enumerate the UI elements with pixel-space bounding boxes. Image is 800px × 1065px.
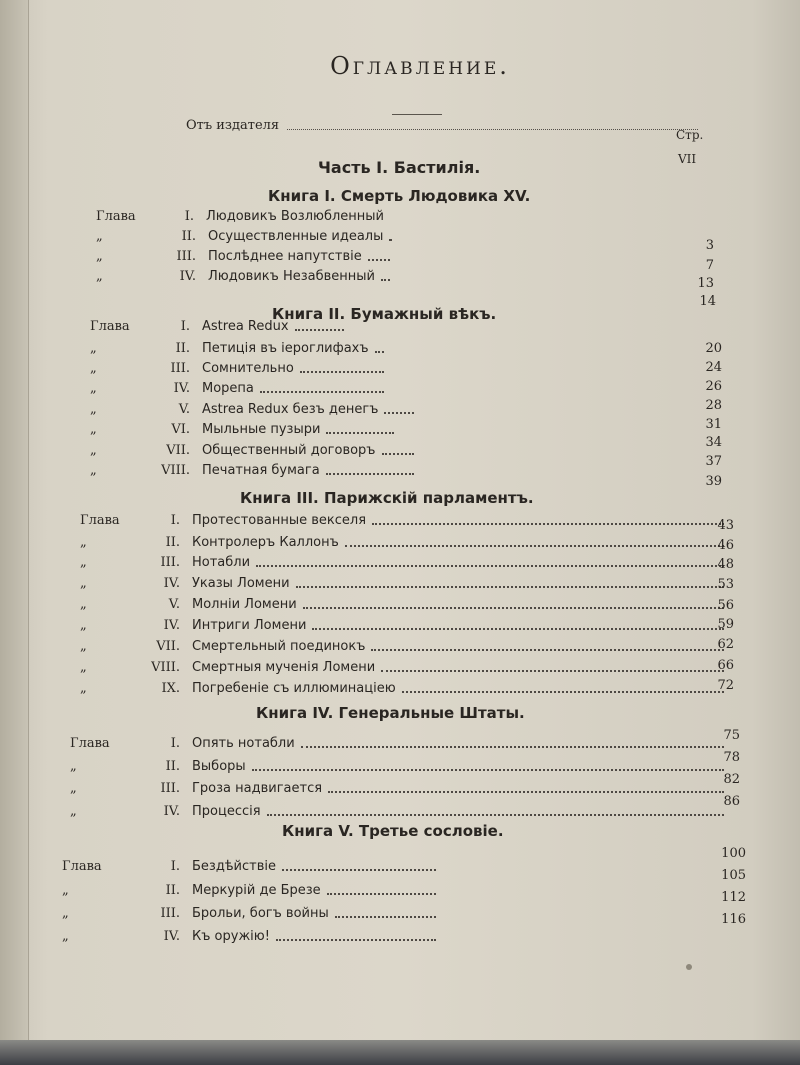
chapter-title: Нотабли bbox=[192, 554, 251, 570]
chapter-number: VII. bbox=[166, 442, 190, 458]
chapter-number: IV. bbox=[173, 380, 190, 396]
leader-dots bbox=[371, 641, 724, 651]
chapter-number: III. bbox=[160, 905, 180, 921]
row-label: „ bbox=[80, 575, 87, 591]
chapter-title: Петиція въ іероглифахъ bbox=[202, 340, 369, 356]
binding-margin bbox=[0, 0, 29, 1045]
chapter-number: IV. bbox=[163, 575, 180, 591]
chapter-title: Брольи, богъ войны bbox=[192, 905, 329, 921]
intro-page-number: VII bbox=[678, 152, 697, 166]
toc-row bbox=[80, 657, 730, 677]
chapter-number: IX. bbox=[161, 680, 180, 696]
toc-row bbox=[90, 440, 420, 460]
leader-dots bbox=[368, 251, 390, 261]
row-label: „ bbox=[70, 780, 77, 796]
chapter-title: Опять нотабли bbox=[192, 735, 295, 751]
page-number: 105 bbox=[721, 868, 746, 883]
chapter-number: II. bbox=[165, 758, 180, 774]
chapter-number: I. bbox=[170, 858, 180, 874]
book-title-2: Книга II. Бумажный вѣкъ. bbox=[272, 305, 497, 323]
toc-row bbox=[80, 552, 730, 572]
page-number: 46 bbox=[717, 538, 734, 553]
toc-row bbox=[90, 316, 350, 336]
chapter-title: Интриги Ломени bbox=[192, 617, 307, 633]
book-title-4: Книга IV. Генеральные Штаты. bbox=[256, 704, 525, 722]
chapter-number: III. bbox=[176, 248, 196, 264]
chapter-title: Къ оружію! bbox=[192, 928, 270, 944]
intro-leader-dots bbox=[287, 121, 698, 130]
chapter-number: I. bbox=[184, 208, 194, 224]
toc-row bbox=[90, 460, 420, 480]
chapter-number: V. bbox=[178, 401, 190, 417]
chapter-title: Осуществленные идеалы bbox=[208, 228, 384, 244]
row-label: „ bbox=[80, 680, 87, 696]
chapter-title: Людовикъ Возлюбленный bbox=[205, 208, 384, 224]
toc-row bbox=[80, 594, 730, 614]
chapter-number: III. bbox=[160, 780, 180, 796]
row-label: „ bbox=[90, 442, 97, 458]
page-number: 100 bbox=[721, 846, 746, 861]
chapter-number: VIII. bbox=[161, 462, 190, 478]
chapter-number: III. bbox=[160, 554, 180, 570]
leader-dots bbox=[335, 908, 436, 918]
chapter-title: Морепа bbox=[202, 380, 254, 396]
chapter-title: Смертныя мученія Ломени bbox=[192, 659, 376, 675]
chapter-title: Людовикъ Незабвенный bbox=[208, 268, 375, 284]
toc-row bbox=[62, 926, 442, 946]
leader-dots bbox=[295, 321, 344, 331]
row-label: „ bbox=[96, 268, 103, 284]
chapter-number: II. bbox=[175, 340, 190, 356]
toc-row bbox=[80, 532, 730, 552]
intro-row bbox=[186, 114, 706, 136]
row-label: „ bbox=[80, 534, 87, 550]
page-number: 28 bbox=[705, 398, 722, 413]
leader-dots bbox=[345, 537, 724, 547]
chapter-title: Процессія bbox=[192, 803, 261, 819]
leader-dots bbox=[300, 363, 384, 373]
page-number: 3 bbox=[705, 238, 714, 253]
row-label: „ bbox=[80, 659, 87, 675]
chapter-title: Печатная бумага bbox=[202, 462, 320, 478]
leader-dots bbox=[382, 445, 415, 455]
row-label: „ bbox=[62, 928, 69, 944]
row-label: Глава bbox=[62, 858, 102, 874]
page-bottom-edge bbox=[0, 1040, 800, 1065]
book-title-1: Книга I. Смерть Людовика XV. bbox=[268, 187, 531, 205]
leader-dots bbox=[384, 404, 414, 414]
chapter-title: Astrea Redux безъ денегъ bbox=[202, 401, 379, 417]
chapter-number: V. bbox=[168, 596, 180, 612]
leader-dots bbox=[402, 683, 724, 693]
chapter-number: I. bbox=[170, 735, 180, 751]
leader-dots bbox=[276, 931, 436, 941]
page-number: 72 bbox=[717, 678, 734, 693]
chapter-title: Протестованные векселя bbox=[192, 512, 367, 528]
chapter-title: Молніи Ломени bbox=[192, 596, 297, 612]
page-column-header: Стр. bbox=[676, 128, 704, 142]
leader-dots bbox=[256, 557, 724, 567]
row-label: „ bbox=[80, 554, 87, 570]
toc-row bbox=[90, 338, 390, 358]
page-number: 56 bbox=[717, 598, 734, 613]
chapter-number: VIII. bbox=[151, 659, 180, 675]
chapter-title: Бездѣйствіе bbox=[192, 858, 276, 874]
chapter-number: VII. bbox=[156, 638, 180, 654]
page-number: 116 bbox=[721, 912, 746, 927]
leader-dots bbox=[296, 578, 724, 588]
toc-row bbox=[80, 636, 730, 656]
chapter-number: I. bbox=[170, 512, 180, 528]
leader-dots bbox=[327, 885, 436, 895]
row-label: „ bbox=[80, 638, 87, 654]
row-label: „ bbox=[90, 462, 97, 478]
page-number: 53 bbox=[717, 577, 734, 592]
chapter-title: Смертельный поединокъ bbox=[192, 638, 366, 654]
row-label: „ bbox=[96, 228, 103, 244]
leader-dots bbox=[260, 383, 384, 393]
page-number: 112 bbox=[721, 890, 746, 905]
row-label: „ bbox=[62, 882, 69, 898]
leader-dots bbox=[326, 465, 414, 475]
chapter-title: Послѣднее напутствіе bbox=[208, 248, 362, 264]
page-number: 66 bbox=[717, 658, 734, 673]
chapter-number: III. bbox=[170, 360, 190, 376]
page-number: 48 bbox=[717, 557, 734, 572]
toc-row bbox=[96, 206, 396, 226]
row-label: „ bbox=[80, 617, 87, 633]
page-number: 86 bbox=[723, 794, 740, 809]
toc-row bbox=[70, 778, 730, 798]
page-number: 24 bbox=[705, 360, 722, 375]
page-title: Оглавление. bbox=[330, 52, 510, 80]
toc-row bbox=[90, 399, 420, 419]
row-label: „ bbox=[70, 758, 77, 774]
row-label: „ bbox=[70, 803, 77, 819]
toc-row bbox=[70, 756, 730, 776]
row-label: Глава bbox=[80, 512, 120, 528]
page-number: 34 bbox=[705, 435, 722, 450]
ink-smudge bbox=[686, 964, 692, 970]
page-number: 14 bbox=[699, 294, 716, 309]
toc-row bbox=[96, 266, 396, 286]
leader-dots bbox=[267, 806, 724, 816]
book-title-3: Книга III. Парижскій парламентъ. bbox=[240, 489, 534, 507]
chapter-title: Контролеръ Каллонъ bbox=[192, 534, 339, 550]
chapter-title: Мыльные пузыри bbox=[202, 421, 321, 437]
leader-dots bbox=[312, 620, 724, 630]
toc-row bbox=[62, 856, 442, 876]
chapter-title: Сомнительно bbox=[202, 360, 294, 376]
leader-dots bbox=[372, 515, 724, 525]
chapter-title: Astrea Redux bbox=[202, 318, 289, 334]
chapter-number: II. bbox=[165, 534, 180, 550]
toc-row bbox=[90, 419, 400, 439]
chapter-title: Гроза надвигается bbox=[192, 780, 323, 796]
book-title-5: Книга V. Третье сословіе. bbox=[282, 822, 504, 840]
leader-dots bbox=[282, 861, 436, 871]
page-number: 75 bbox=[723, 728, 740, 743]
chapter-title: Выборы bbox=[192, 758, 246, 774]
chapter-title: Указы Ломени bbox=[192, 575, 290, 591]
chapter-number: II. bbox=[165, 882, 180, 898]
leader-dots bbox=[381, 271, 390, 281]
chapter-number: VI. bbox=[171, 421, 190, 437]
row-label: „ bbox=[96, 248, 103, 264]
toc-row bbox=[70, 801, 730, 821]
toc-row bbox=[90, 358, 390, 378]
toc-row bbox=[96, 246, 396, 266]
toc-row bbox=[62, 880, 442, 900]
leader-dots bbox=[301, 738, 724, 748]
page-number: 26 bbox=[705, 379, 722, 394]
leader-dots bbox=[328, 783, 724, 793]
chapter-number: I. bbox=[180, 318, 190, 334]
toc-row bbox=[96, 226, 396, 246]
page-number: 13 bbox=[697, 276, 714, 291]
row-label: „ bbox=[90, 421, 97, 437]
toc-row bbox=[80, 573, 730, 593]
leader-dots bbox=[375, 343, 384, 353]
chapter-title: Погребеніе съ иллюминаціею bbox=[192, 680, 396, 696]
chapter-number: IV. bbox=[163, 803, 180, 819]
chapter-number: IV. bbox=[163, 617, 180, 633]
page-number: 78 bbox=[723, 750, 740, 765]
chapter-number: IV. bbox=[163, 928, 180, 944]
part-title: Часть I. Бастилія. bbox=[318, 158, 481, 177]
row-label: Глава bbox=[90, 318, 130, 334]
toc-row bbox=[80, 678, 730, 698]
leader-dots bbox=[252, 761, 724, 771]
page-number: 37 bbox=[705, 454, 722, 469]
row-label: „ bbox=[90, 360, 97, 376]
page-number: 20 bbox=[705, 341, 722, 356]
page-number: 39 bbox=[705, 474, 722, 489]
row-label: „ bbox=[90, 340, 97, 356]
page-number: 7 bbox=[705, 258, 714, 273]
toc-row bbox=[80, 510, 730, 530]
chapter-number: II. bbox=[181, 228, 196, 244]
page-number: 82 bbox=[723, 772, 740, 787]
leader-dots bbox=[303, 599, 724, 609]
leader-dots bbox=[326, 424, 394, 434]
page-number: 59 bbox=[717, 617, 734, 632]
row-label: „ bbox=[80, 596, 87, 612]
page-number: 62 bbox=[717, 637, 734, 652]
toc-row bbox=[80, 615, 730, 635]
intro-label: Отъ издателя bbox=[186, 117, 280, 133]
toc-row bbox=[62, 903, 442, 923]
row-label: Глава bbox=[70, 735, 110, 751]
row-label: „ bbox=[90, 401, 97, 417]
leader-dots bbox=[381, 662, 724, 672]
page-number: 43 bbox=[717, 518, 734, 533]
chapter-title: Общественный договоръ bbox=[202, 442, 376, 458]
chapter-number: IV. bbox=[179, 268, 196, 284]
chapter-title: Меркурій де Брезе bbox=[192, 882, 321, 898]
page-number: 31 bbox=[705, 417, 722, 432]
row-label: Глава bbox=[96, 208, 136, 224]
leader-dots bbox=[389, 231, 390, 241]
toc-row bbox=[70, 733, 730, 753]
row-label: „ bbox=[90, 380, 97, 396]
toc-row bbox=[90, 378, 390, 398]
row-label: „ bbox=[62, 905, 69, 921]
